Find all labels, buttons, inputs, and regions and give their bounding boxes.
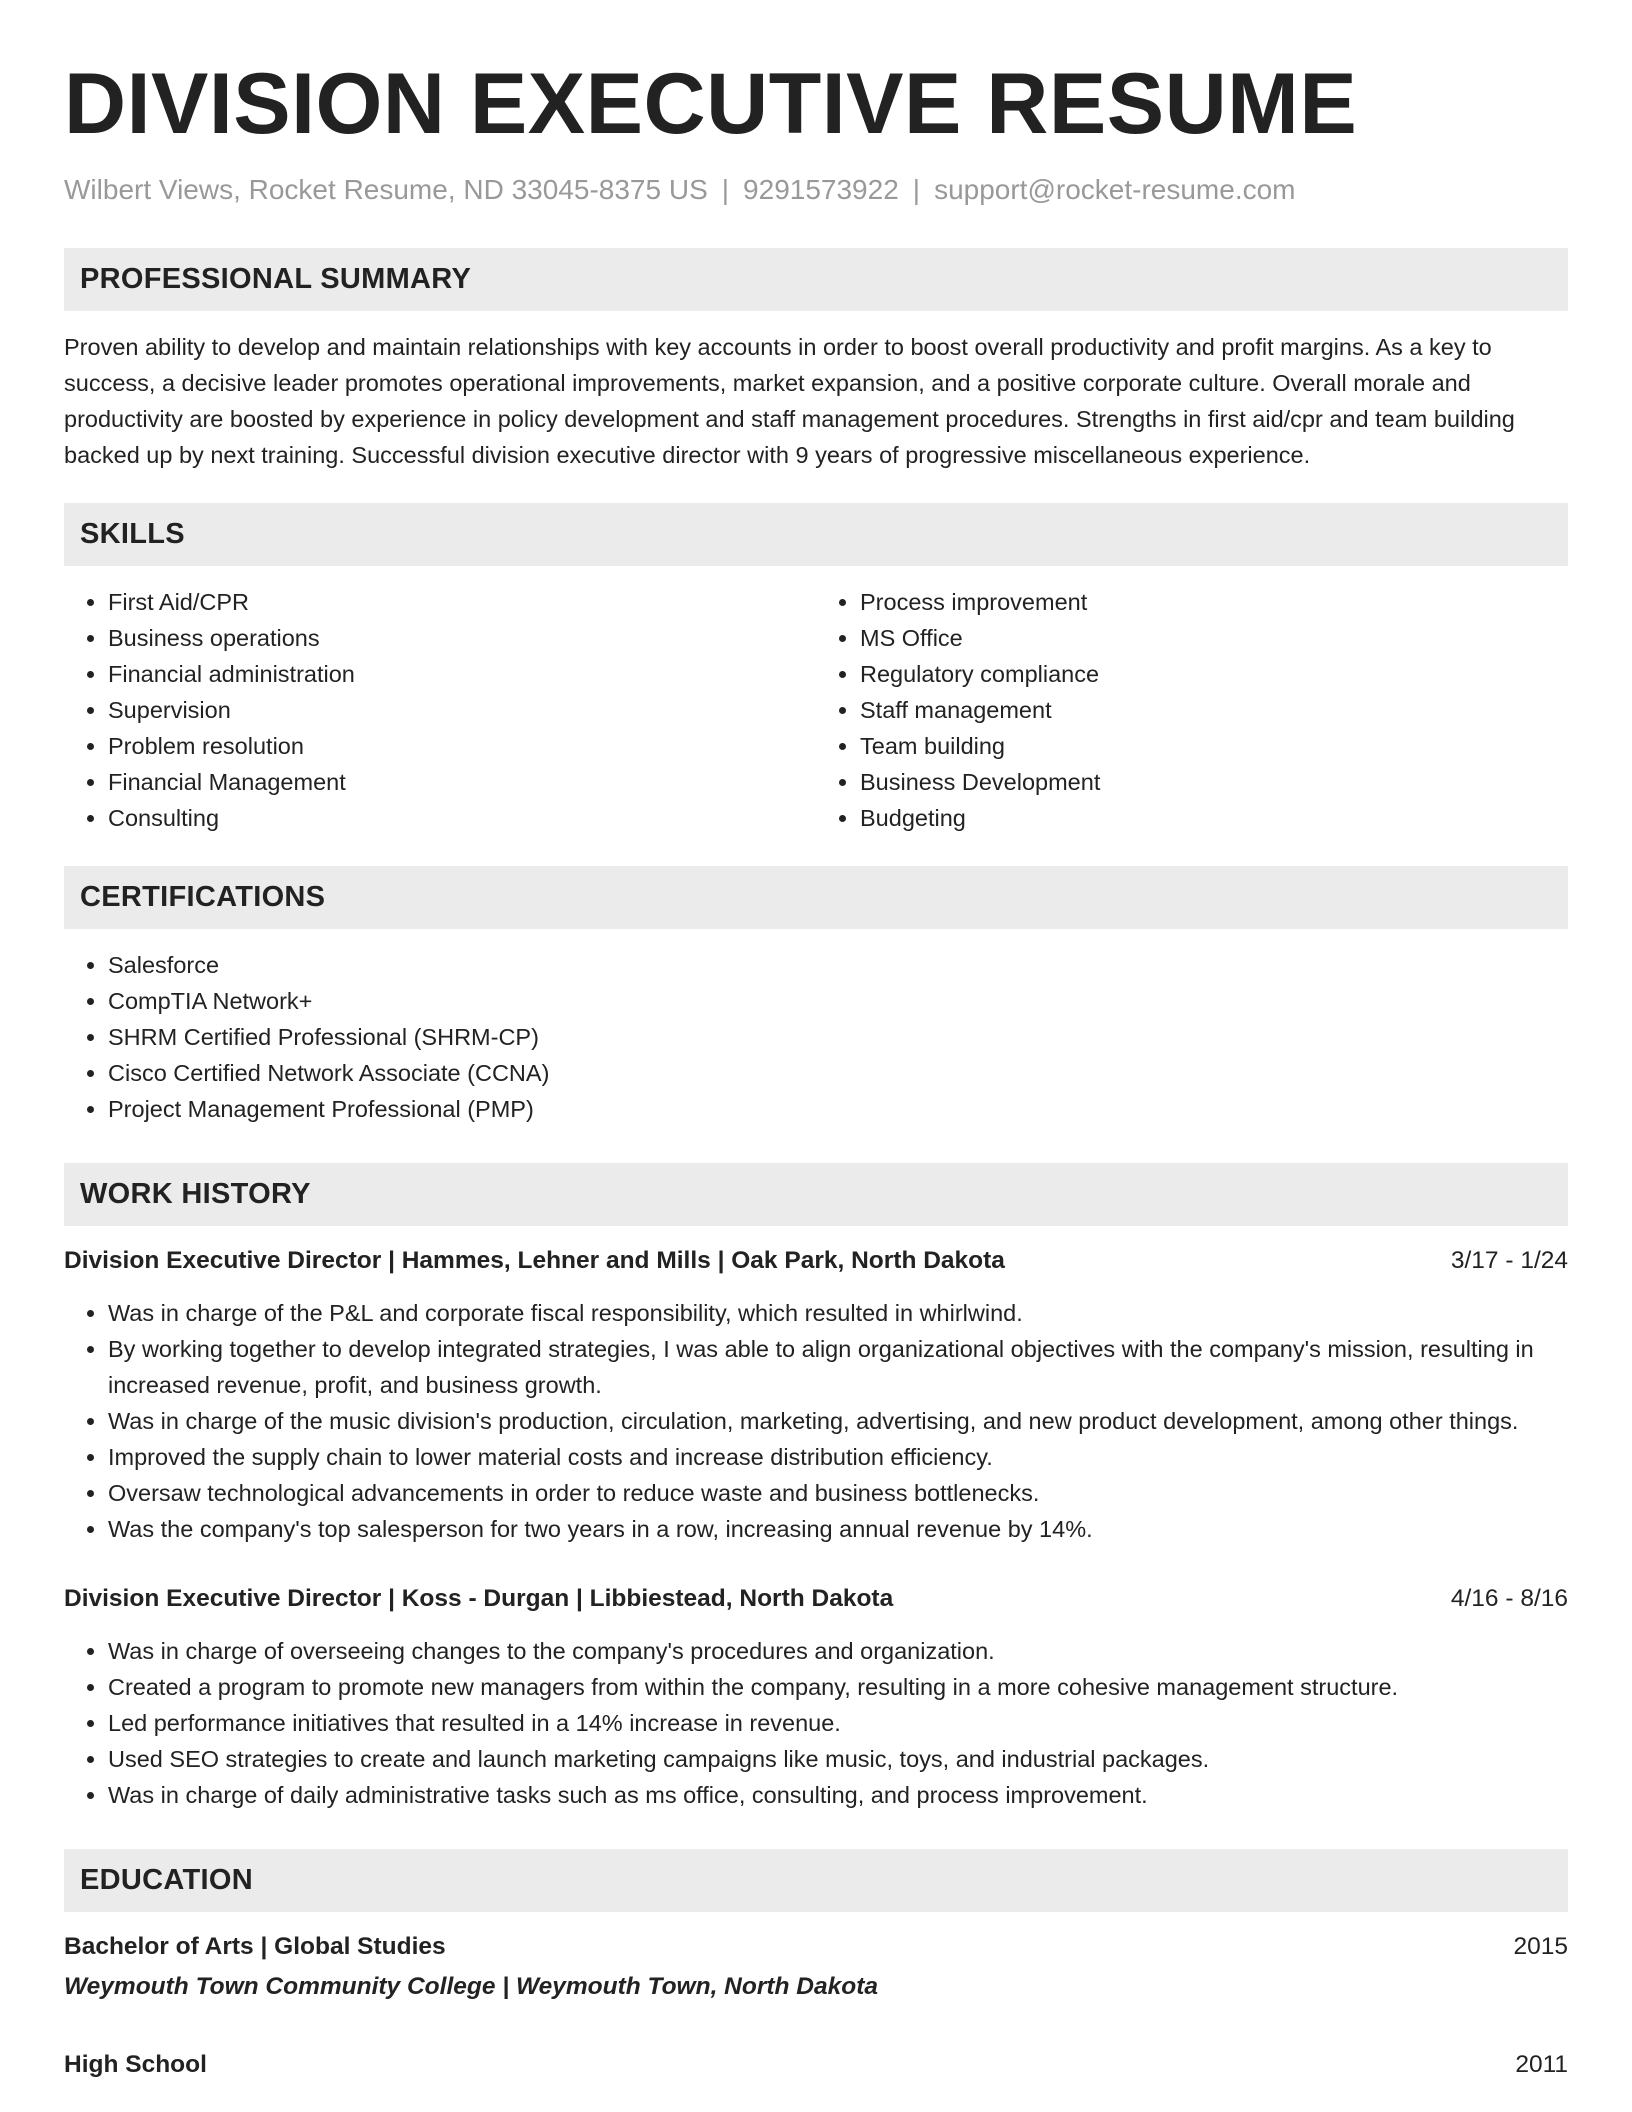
job-bullet: • By working together to develop integrated strategies, I was able to align organizational objectives with the company's mission, resulting in increased revenue, profit, and business growth. (108, 1331, 1568, 1403)
education-entry-header (64, 2047, 1568, 2083)
education-year: 2011 (1515, 2051, 1568, 2078)
contact-phone: 9291573922 (743, 174, 899, 205)
job-bullet: • Was in charge of the P&L and corporate fiscal responsibility, which resulted in whirlwind. (108, 1295, 1568, 1331)
contact-line (64, 172, 1568, 208)
section-header-summary (64, 248, 1568, 311)
job-title: Division Executive Director | Koss - Durgan | Libbiestead, North Dakota (64, 1585, 894, 1612)
contact-address: Wilbert Views, Rocket Resume, ND 33045-8375 US (64, 174, 708, 205)
job-bullet: • Improved the supply chain to lower material costs and increase distribution efficiency. (108, 1439, 1568, 1475)
skill-item: • Team building (860, 728, 1568, 764)
skills-column-left (64, 584, 816, 836)
job-bullet: • Led performance initiatives that resulted in a 14% increase in revenue. (108, 1705, 1568, 1741)
certification-item: • Cisco Certified Network Associate (CCNA) (108, 1055, 1568, 1091)
job-bullet: • Was in charge of the music division's production, circulation, marketing, advertising, and new product development, among other things. (108, 1403, 1568, 1439)
page-title: DIVISION EXECUTIVE RESUME (64, 56, 1358, 152)
certification-item: • Project Management Professional (PMP) (108, 1091, 1568, 1127)
job-header (64, 1581, 1568, 1617)
section-title: WORK HISTORY (80, 1178, 311, 1210)
skill-item: • Financial Management (108, 764, 816, 800)
certifications-list (64, 947, 1568, 1127)
summary-text: Proven ability to develop and maintain relationships with key accounts in order to boost overall productivity and profit margins. As a key to success, a decisive leader promotes operational improvements, market expansion, and a positive corporate culture. Overall morale and productivity are boosted by experience in policy development and staff management procedures. Strengths in first aid/cpr and team building backed up by next training. Successful division executive director with 9 years of progressive miscellaneous experience. (64, 334, 1515, 468)
job-header (64, 1243, 1568, 1279)
contact-separator: | (912, 174, 921, 205)
job-bullet: • Was in charge of overseeing changes to the company's procedures and organization. (108, 1633, 1568, 1669)
certification-item: • CompTIA Network+ (108, 983, 1568, 1019)
education-year: 2015 (1513, 1933, 1568, 1960)
skill-item: • Process improvement (860, 584, 1568, 620)
job-bullets (64, 1295, 1568, 1547)
certification-item: • SHRM Certified Professional (SHRM-CP) (108, 1019, 1568, 1055)
skill-item: • First Aid/CPR (108, 584, 816, 620)
section-title: EDUCATION (80, 1864, 253, 1896)
skills-list (64, 584, 1568, 836)
education-degree: Bachelor of Arts | Global Studies (64, 1933, 446, 1960)
education-entry-header (64, 1929, 1568, 1965)
section-header-skills (64, 503, 1568, 566)
job-bullets (64, 1633, 1568, 1813)
job-bullet: • Oversaw technological advancements in order to reduce waste and business bottlenecks. (108, 1475, 1568, 1511)
skill-item: • Financial administration (108, 656, 816, 692)
skill-item: • MS Office (860, 620, 1568, 656)
contact-separator: | (721, 174, 730, 205)
job-bullet: • Created a program to promote new managers from within the company, resulting in a more cohesive management structure. (108, 1669, 1568, 1705)
section-header-education (64, 1849, 1568, 1912)
section-title: CERTIFICATIONS (80, 881, 326, 913)
skill-item: • Business Development (860, 764, 1568, 800)
job-bullet: • Used SEO strategies to create and launch marketing campaigns like music, toys, and industrial packages. (108, 1741, 1568, 1777)
education-school: Weymouth Town Community College | Weymouth Town, North Dakota (64, 1973, 879, 2000)
skill-item: • Problem resolution (108, 728, 816, 764)
skills-column-right (816, 584, 1568, 836)
section-title: PROFESSIONAL SUMMARY (80, 263, 472, 295)
section-header-certifications (64, 866, 1568, 929)
skill-item: • Regulatory compliance (860, 656, 1568, 692)
skill-item: • Budgeting (860, 800, 1568, 836)
resume-content (64, 58, 1568, 2083)
skill-item: • Business operations (108, 620, 816, 656)
job-bullet: • Was in charge of daily administrative tasks such as ms office, consulting, and process improvement. (108, 1777, 1568, 1813)
education-degree: High School (64, 2051, 207, 2078)
contact-email: support@rocket-resume.com (934, 174, 1296, 205)
job-title: Division Executive Director | Hammes, Lehner and Mills | Oak Park, North Dakota (64, 1247, 1005, 1274)
certification-item: • Salesforce (108, 947, 1568, 983)
section-header-work-history (64, 1163, 1568, 1226)
job-dates: 3/17 - 1/24 (1450, 1247, 1568, 1274)
skill-item: • Staff management (860, 692, 1568, 728)
job-dates: 4/16 - 8/16 (1450, 1585, 1568, 1612)
section-title: SKILLS (80, 518, 185, 550)
skill-item: • Supervision (108, 692, 816, 728)
skill-item: • Consulting (108, 800, 816, 836)
job-bullet: • Was the company's top salesperson for two years in a row, increasing annual revenue by 14%. (108, 1511, 1568, 1547)
